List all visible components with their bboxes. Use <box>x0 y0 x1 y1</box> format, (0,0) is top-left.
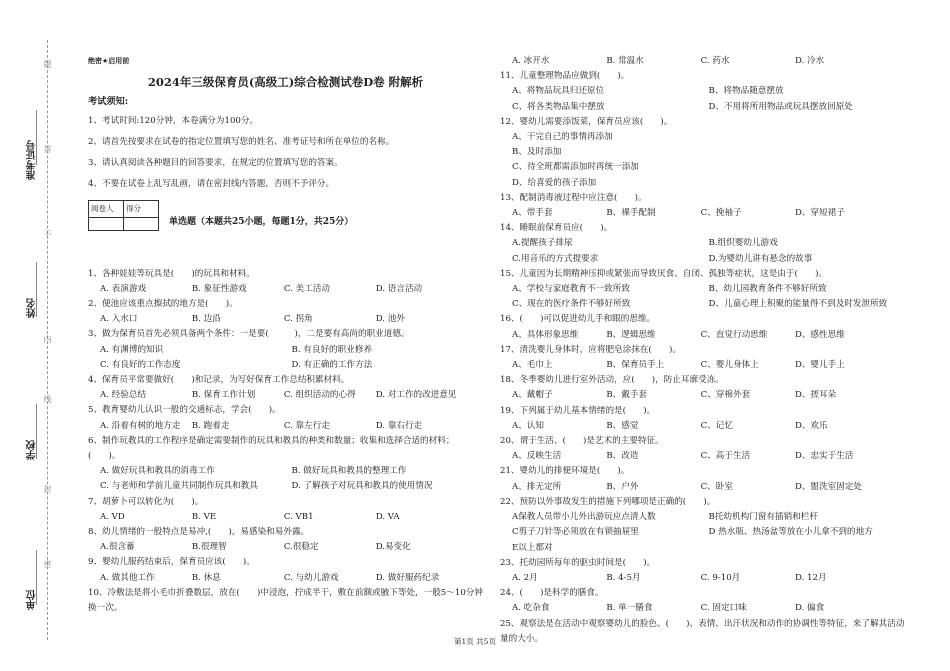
answer-option[interactable]: D. 冷水 <box>794 56 825 66</box>
answer-option[interactable]: B. VE <box>191 511 217 522</box>
answer-option[interactable]: A. 做其他工作 <box>100 572 155 583</box>
name-field[interactable] <box>36 262 37 317</box>
option-row <box>500 206 905 221</box>
question-stem: 9、婴幼儿服药结束后，保育员应该( )。 <box>88 557 255 568</box>
question-stem: 11、儿童整理物品应做到( )。 <box>500 71 630 82</box>
option-row <box>88 282 483 297</box>
answer-option[interactable]: A. 有渊博的知识 <box>100 344 164 355</box>
option-row <box>500 236 905 251</box>
school-field[interactable] <box>36 404 37 459</box>
answer-option[interactable]: B、保育员手上 <box>606 360 665 371</box>
answer-option[interactable]: B. 做好玩具和教具的整理工作 <box>291 466 407 477</box>
answer-option[interactable]: A. 入水口 <box>100 314 138 325</box>
answer-option[interactable]: E以上都对 <box>512 542 553 553</box>
question-stem: 7、胡萝卜可以转化为( )。 <box>88 496 204 507</box>
answer-option[interactable]: A. 表演游戏 <box>100 283 147 294</box>
answer-option[interactable]: C、婴儿身体上 <box>700 360 759 371</box>
answer-option[interactable]: C. 拐角 <box>283 314 313 325</box>
answer-option[interactable]: C. 与幼儿游戏 <box>283 572 339 583</box>
notice-list <box>88 114 483 193</box>
answer-option[interactable]: A、认知 <box>512 420 544 431</box>
option-row <box>500 328 905 343</box>
answer-option[interactable]: B. 跑着走 <box>191 420 230 431</box>
answer-option[interactable]: B、将物品随意摆放 <box>708 86 784 97</box>
answer-option[interactable]: C、挽袖子 <box>700 208 742 219</box>
question-stem: 2、便池应该重点擦拭的地方是( )。 <box>88 299 238 310</box>
answer-option[interactable]: D. 靠右行走 <box>375 420 423 431</box>
answer-option[interactable]: D、穿短裙子 <box>794 208 845 219</box>
answer-option[interactable]: C、高于生活 <box>700 451 751 462</box>
answer-option[interactable]: C. VB1 <box>283 511 314 522</box>
answer-option[interactable]: A、具体形象思维 <box>512 329 579 340</box>
option-row <box>500 480 905 495</box>
answer-option[interactable]: A. 沿着有树的地方走 <box>100 420 181 431</box>
answer-option[interactable]: D. 池外 <box>375 314 405 325</box>
answer-option[interactable]: B. 4-5月 <box>606 572 641 583</box>
answer-option[interactable]: C. 有良好的工作态度 <box>100 359 181 370</box>
question-stem: 10、冷敷法是将小毛巾折叠数层，放在( )中浸泡，拧成半干，敷在前额或腋下等处，一般5～10分钟换一次。 <box>88 587 483 614</box>
option-row <box>88 312 483 327</box>
question-stem: 15、儿童因为长期精神压抑或紧张而导致厌食、自闭、孤独等症状，这是由于( )。 <box>500 268 828 279</box>
question-stem: 25、观察法是在活动中观察婴幼儿的脸色、( )、表情、出汗状况和动作的协调性等特征，来了解其活动量的大小。 <box>500 618 905 644</box>
answer-option[interactable]: C、穿棉外套 <box>700 390 751 401</box>
answer-option[interactable]: A、带手套 <box>512 208 553 219</box>
answer-option[interactable]: C、待全班都需添加时再统一添加 <box>512 162 639 173</box>
option-row <box>500 601 905 616</box>
option-row <box>500 84 905 99</box>
answer-option[interactable]: C. 药水 <box>700 56 730 66</box>
answer-option[interactable]: A、戴帽子 <box>512 390 553 401</box>
notice-heading: 考试须知: <box>88 96 129 108</box>
answer-option[interactable]: D. VA <box>375 511 400 522</box>
answer-option[interactable]: C.用音乐的方式提要求 <box>512 253 599 264</box>
notice-item: 2、请首先按要求在试卷的指定位置填写您的姓名、准考证号和所在单位的名称。 <box>88 136 395 147</box>
answer-option[interactable]: D、搓耳朵 <box>794 390 837 401</box>
answer-option[interactable]: B.很理智 <box>191 542 227 553</box>
answer-option[interactable]: D. 偏食 <box>794 603 825 614</box>
cut-mark: 线 <box>43 395 52 403</box>
answer-option[interactable]: A. 2月 <box>512 572 538 583</box>
question-stem: 21、婴幼儿的排便环境是( )。 <box>500 466 630 477</box>
question-stem: 19、下列属于幼儿基本情绪的是( )。 <box>500 405 656 416</box>
answer-option[interactable]: A. 经验总结 <box>100 390 147 401</box>
answer-option[interactable]: B、戴手套 <box>606 390 648 401</box>
question-stem: 4、保育员平常要做好( )和记录，为写好保育工作总结积累材料。 <box>88 375 350 386</box>
answer-option[interactable]: D、忠实于生活 <box>794 451 854 462</box>
answer-option[interactable]: D. 12月 <box>794 572 827 583</box>
option-row <box>88 571 483 586</box>
grader-cell[interactable] <box>89 217 124 230</box>
score-cell[interactable] <box>124 217 159 230</box>
answer-option[interactable]: B、及时添加 <box>512 147 562 158</box>
answer-option[interactable]: B. 象征性游戏 <box>191 283 247 294</box>
question-stem: 1、各种娃娃等玩具是( )的玩具和材料。 <box>88 268 255 279</box>
answer-option[interactable]: D、欢乐 <box>794 420 828 431</box>
answer-option[interactable]: D.为婴幼儿讲有悬念的故事 <box>708 253 813 264</box>
option-row <box>500 252 905 267</box>
option-row <box>500 449 905 464</box>
answer-option[interactable]: A、反映生活 <box>512 451 562 462</box>
unit-field[interactable] <box>36 550 37 605</box>
answer-option[interactable]: D. 做好服药纪录 <box>375 572 440 583</box>
answer-option[interactable]: B. 休息 <box>191 572 221 583</box>
cut-mark: 不 <box>43 230 52 238</box>
question-stem: 18、冬季婴幼儿进行室外活动，应( )，防止耳廓受冻。 <box>500 375 724 386</box>
answer-option[interactable]: C. 9-10月 <box>700 572 741 583</box>
answer-option[interactable]: B、幼儿园教育条件不够好所致 <box>708 284 827 295</box>
notice-item: 4、不要在试卷上乱写乱画，请在密封线内答题，否则不予评分。 <box>88 179 335 190</box>
option-row <box>500 571 905 586</box>
option-row <box>500 297 905 312</box>
option-row <box>500 419 905 434</box>
answer-option[interactable]: D、给喜爱的孩子添加 <box>512 177 597 188</box>
answer-option[interactable]: D、盥洗室固定处 <box>794 481 862 492</box>
binding-margin <box>0 0 62 671</box>
right-column <box>500 54 905 647</box>
option-row <box>500 358 905 373</box>
answer-option[interactable]: D、婴儿手上 <box>794 360 845 371</box>
answer-option[interactable]: D. 对工作的改进意见 <box>375 390 457 401</box>
exam-number-field[interactable] <box>36 110 37 165</box>
question-list-left <box>88 267 483 617</box>
cut-mark: 内 <box>43 335 52 343</box>
cut-mark: 密 <box>43 560 52 568</box>
question-stem: 13、配制消毒液过程中应注意( )。 <box>500 192 647 203</box>
answer-option[interactable]: B、逻辑思维 <box>606 329 656 340</box>
score-table <box>88 200 159 230</box>
answer-option[interactable]: B、感觉 <box>606 420 639 431</box>
answer-option[interactable]: C. 组织活动的心得 <box>283 390 356 401</box>
option-row <box>500 282 905 297</box>
answer-option[interactable]: B、户外 <box>606 481 639 492</box>
question-stem: 14、睡眠前保育员应( )。 <box>500 223 613 234</box>
answer-option[interactable]: B、裸手配制 <box>606 208 656 219</box>
unit-label: 单位 <box>27 590 38 610</box>
question-stem: 16、( )可以促进幼儿手和眼的思维。 <box>500 314 656 325</box>
question-list-right <box>500 54 905 647</box>
option-row <box>88 388 483 403</box>
answer-option[interactable]: C、直觉行动思维 <box>700 329 768 340</box>
answer-option[interactable]: A.提醒孩子排尿 <box>512 238 573 249</box>
answer-option[interactable]: A. 冰开水 <box>512 56 550 66</box>
answer-option[interactable]: C、记忆 <box>700 420 733 431</box>
answer-option[interactable]: C. 靠左行走 <box>283 420 330 431</box>
cut-mark: 题 <box>43 60 52 68</box>
grader-header: 阅卷人 <box>89 201 124 217</box>
answer-option[interactable]: A. VD <box>100 511 125 522</box>
score-header: 得分 <box>124 201 159 217</box>
answer-option[interactable]: B、改造 <box>606 451 639 462</box>
cut-mark: 答 <box>43 145 52 153</box>
question-stem: 6、制作玩教具的工作程序是确定需要制作的玩具和教具的种类和数量；收集和选择合适的材料；( )。 <box>88 435 455 462</box>
answer-option[interactable]: A. 吃杂食 <box>512 603 550 614</box>
option-row <box>88 358 483 373</box>
answer-option[interactable]: A、干完自己的事情再添加 <box>512 132 613 143</box>
notice-item: 1、考试时间:120分钟，本卷满分为100分。 <box>88 115 259 126</box>
option-row <box>88 343 483 358</box>
answer-option[interactable]: B. 常温水 <box>606 56 644 66</box>
left-column <box>88 54 483 616</box>
option-row <box>88 510 483 525</box>
cut-mark: 封 <box>43 485 52 493</box>
option-row <box>88 479 483 494</box>
answer-option[interactable]: D. 有正确的工作方法 <box>291 359 373 370</box>
score-area <box>88 200 483 230</box>
section-title: 单选题（本题共25小题，每题1分，共25分） <box>169 216 354 227</box>
answer-option[interactable]: A保教人员带小儿外出游玩应点清人数 <box>512 512 656 523</box>
option-row <box>88 419 483 434</box>
exam-number-label: 准考证号 <box>27 140 38 180</box>
answer-option[interactable]: D. 语言活动 <box>375 283 423 294</box>
answer-option[interactable]: B. 边沿 <box>191 314 221 325</box>
school-label: 学校 <box>27 440 38 460</box>
answer-option[interactable]: C. 美工活动 <box>283 283 330 294</box>
option-row <box>88 540 483 555</box>
question-stem: 22、预防以外事故发生的措施下列哪项是正确的( )。 <box>500 496 716 507</box>
answer-option[interactable]: A、毛巾上 <box>512 360 553 371</box>
answer-option[interactable]: C. 与老师和学前儿童共同制作玩具和教具 <box>100 481 258 492</box>
answer-option[interactable]: A、学校与家庭教育不一致所致 <box>512 284 630 295</box>
question-stem: 12、婴幼儿需要添饭菜，保育员应该( )。 <box>500 116 673 127</box>
answer-option[interactable]: B托幼机构门窗有插销和栏杆 <box>708 512 818 523</box>
answer-option[interactable]: D、感性思维 <box>794 329 845 340</box>
notice-item: 3、请认真阅读各种题目的回答要求，在规定的位置填写您的答案。 <box>88 158 343 169</box>
answer-option[interactable]: A.很含蓄 <box>100 542 135 553</box>
question-stem: 20、谓于生活、( )是艺术的主要特征。 <box>500 436 664 447</box>
question-stem: 8、幼儿情绪的一般特点是易冲,( )，易感染和易外露。 <box>88 527 310 538</box>
page-title: 2024年三级保育员(高级工)综合检测试卷D卷 附解析 <box>147 75 424 90</box>
answer-option[interactable]: A、将物品玩具归还原位 <box>512 86 605 97</box>
answer-option[interactable]: C、现在的医疗条件不够好所致 <box>512 299 631 310</box>
secret-mark: 绝密★启用前 <box>88 57 130 65</box>
answer-option[interactable]: C、卧室 <box>700 481 733 492</box>
answer-option[interactable]: C. 固定口味 <box>700 603 747 614</box>
answer-option[interactable]: C剪子刀针等必须放在有锁抽屉里 <box>512 527 639 538</box>
question-stem: 3、做为保育员首先必须具备两个条件：一是要( )，二是要有高尚的职业道德。 <box>88 329 410 340</box>
answer-option[interactable]: B.组织婴幼儿游戏 <box>708 238 778 249</box>
option-row <box>88 464 483 479</box>
option-row <box>500 54 905 69</box>
name-label: 姓名 <box>27 298 38 318</box>
question-stem: 17、清洗婴儿身体时，应将肥皂涂抹在( )。 <box>500 344 681 355</box>
question-stem: 23、托幼园所每年的驱虫时间是( )。 <box>500 557 656 568</box>
answer-option[interactable]: B. 保育工作计划 <box>191 390 256 401</box>
answer-option[interactable]: D、不用将所用物品或玩具摆放回原处 <box>708 101 853 112</box>
answer-option[interactable]: A. 做好玩具和教具的消毒工作 <box>100 466 215 477</box>
answer-option[interactable]: B. 有良好的职业修养 <box>291 344 373 355</box>
answer-option[interactable]: C、将各类物品集中摆放 <box>512 101 605 112</box>
option-row <box>500 100 905 115</box>
answer-option[interactable]: B. 单一膳食 <box>606 603 653 614</box>
option-row <box>500 510 905 525</box>
answer-option[interactable]: D、儿童心理上积聚的能量得不到及时发泄所致 <box>708 299 888 310</box>
question-stem: 5、教育婴幼儿认识一般的交通标志，学会( )。 <box>88 405 281 416</box>
answer-option[interactable]: C.很稳定 <box>283 542 319 553</box>
option-row <box>500 525 905 540</box>
answer-option[interactable]: D.易变化 <box>375 542 411 553</box>
question-stem: 24、( )是科学的膳食。 <box>500 588 604 599</box>
page-number: 第1页 共5页 <box>454 637 496 646</box>
answer-option[interactable]: D. 了解孩子对玩具和教具的使用情况 <box>291 481 433 492</box>
answer-option[interactable]: A、排无定所 <box>512 481 562 492</box>
answer-option[interactable]: D 热水瓶、热汤盆等放在小儿拿不到的地方 <box>708 527 873 538</box>
option-row <box>500 388 905 403</box>
